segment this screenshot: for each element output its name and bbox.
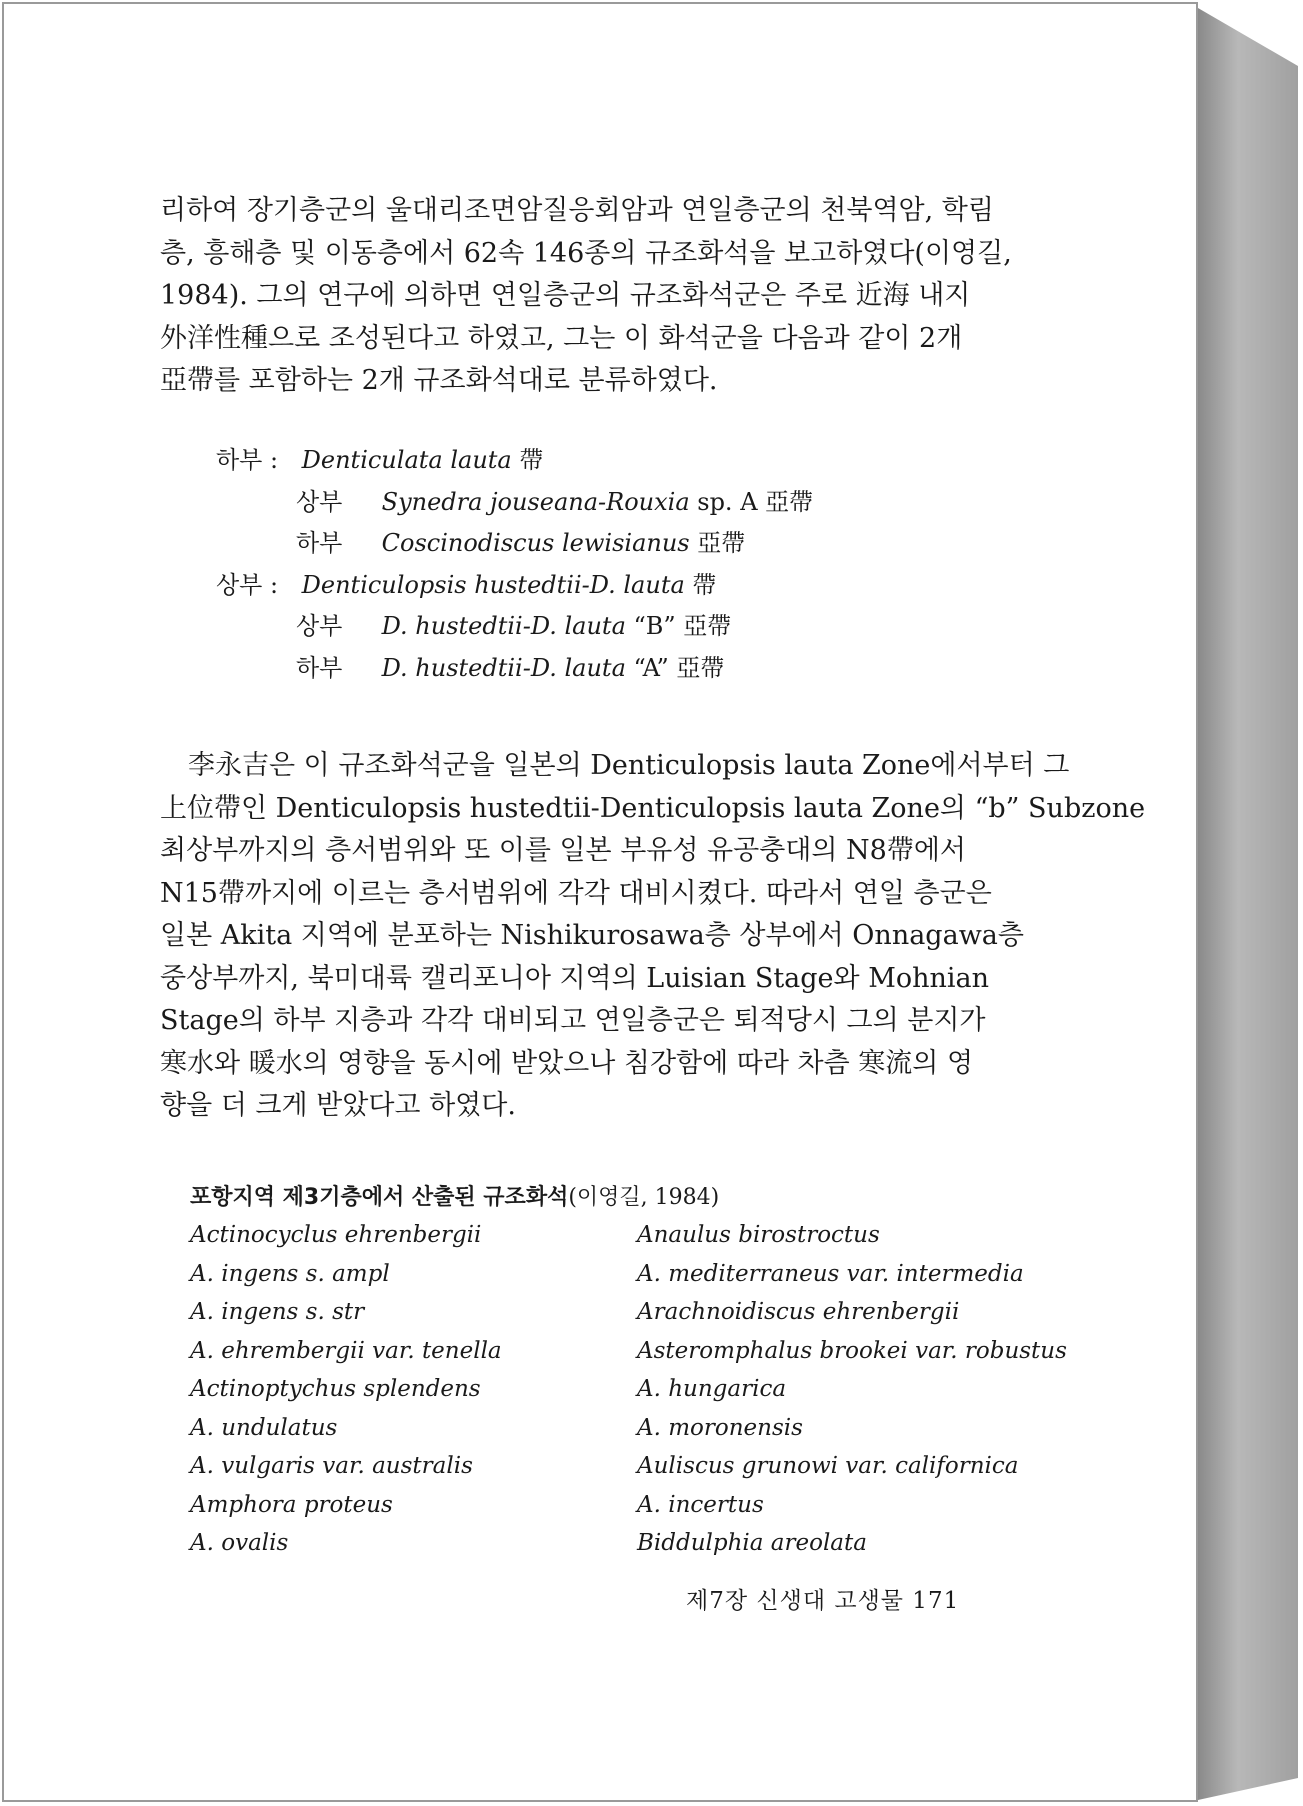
species-item: A. moronensis — [637, 1414, 803, 1441]
species-column-left — [190, 1216, 502, 1563]
text-line: 최상부까지의 층서범위와 또 이를 일본 부유성 유공충대의 N8帶에서 — [160, 835, 967, 866]
species-item: A. ingens s. str — [190, 1299, 365, 1325]
subzone-item — [216, 523, 813, 565]
zone-taxon: Coscinodiscus lewisianus — [381, 529, 690, 557]
zone-suffix: 亞帶 — [689, 529, 746, 557]
species-item: Asteromphalus brookei var. robustus — [637, 1337, 1067, 1364]
zone-taxon: D. hustedtii-D. lauta — [381, 653, 626, 682]
text-line: 중상부까지, 북미대륙 캘리포니아 지역의 Luisian Stage와 Mohnian — [160, 962, 989, 994]
species-item: A. ehrembergii var. tenella — [190, 1337, 502, 1364]
text-line: 층, 흥해층 및 이동층에서 62속 146종의 규조화석을 보고하였다(이영길, — [160, 237, 1012, 269]
zone-suffix: “B” 亞帶 — [625, 612, 732, 640]
zone-taxon: Denticulopsis hustedtii-D. lauta — [301, 570, 685, 599]
text-line: 亞帶를 포함하는 2개 규조화석대로 분류하였다. — [160, 365, 718, 396]
species-item: A. hungarica — [637, 1376, 787, 1402]
table-title — [190, 1180, 719, 1211]
subzone-item — [216, 606, 813, 648]
zone-prefix: 상부 — [296, 612, 343, 640]
species-item: Auliscus grunowi var. californica — [637, 1453, 1019, 1479]
zone-suffix: sp. A 亞帶 — [689, 487, 814, 516]
text-line: Stage의 하부 지층과 각각 대비되고 연일층군은 퇴적당시 그의 분지가 — [160, 1005, 986, 1036]
text-line: 外洋性種으로 조성된다고 하였고, 그는 이 화석군을 다음과 같이 2개 — [160, 322, 963, 354]
species-item: A. undulatus — [190, 1414, 338, 1441]
species-item: A. ingens s. ampl — [190, 1260, 390, 1287]
zone-taxon: Denticulata lauta — [301, 446, 512, 474]
species-item: Anaulus birostroctus — [637, 1222, 880, 1248]
text-line: 1984). 그의 연구에 의하면 연일층군의 규조화석군은 주로 近海 내지 — [160, 280, 971, 311]
text-line: 李永吉은 이 규조화석군을 일본의 Denticulopsis lauta Zone에서부터 그 — [188, 750, 1070, 781]
species-item: Arachnoidiscus ehrenbergii — [637, 1299, 960, 1325]
species-column-right — [637, 1216, 1067, 1563]
text-line: 리하여 장기층군의 울대리조면암질응회암과 연일층군의 천북역암, 학림 — [160, 195, 994, 226]
text-line: 일본 Akita 지역에 분포하는 Nishikurosawa층 상부에서 Onnagawa층 — [160, 920, 1024, 951]
zone-prefix: 하부 : — [216, 446, 279, 474]
table-title-text: 포항지역 제3기층에서 산출된 규조화석 — [190, 1185, 569, 1210]
text-line: 上位帶인 Denticulopsis hustedtii-Denticulopsis lauta Zone의 “b” Subzone — [160, 792, 1146, 824]
species-item: Biddulphia areolata — [637, 1530, 867, 1556]
species-item: Actinoptychus splendens — [190, 1376, 481, 1402]
table-citation: (이영길, 1984) — [568, 1185, 720, 1210]
subzone-item — [216, 648, 813, 690]
text-line: N15帶까지에 이르는 층서범위에 각각 대비시켰다. 따라서 연일 층군은 — [160, 877, 992, 909]
paragraph-2 — [160, 745, 1146, 1128]
zone-taxon: D. hustedtii-D. lauta — [381, 612, 626, 640]
zone-prefix: 상부 : — [216, 570, 279, 599]
species-item: A. incertus — [637, 1491, 764, 1518]
species-item: A. ovalis — [190, 1530, 289, 1556]
zone-suffix: 帶 — [511, 446, 544, 474]
zone-prefix: 하부 — [296, 653, 343, 682]
zone-prefix: 하부 — [296, 529, 343, 557]
species-item: Amphora proteus — [190, 1491, 393, 1518]
zone-item — [216, 565, 813, 607]
subzone-item — [216, 482, 813, 524]
zone-suffix: 帶 — [684, 570, 717, 599]
species-item: A. mediterraneus var. intermedia — [637, 1260, 1024, 1287]
zone-item — [216, 440, 813, 482]
zone-taxon: Synedra jouseana-Rouxia — [381, 487, 690, 516]
zone-list — [216, 440, 813, 689]
zone-suffix: “A” 亞帶 — [625, 653, 725, 682]
species-item: Actinocyclus ehrenbergii — [190, 1222, 482, 1248]
zone-prefix: 상부 — [296, 487, 343, 516]
page-footer: 제7장 신생대 고생물 171 — [686, 1588, 960, 1614]
species-item: A. vulgaris var. australis — [190, 1453, 473, 1479]
book-spine — [1198, 8, 1298, 1800]
text-line: 寒水와 暖水의 영향을 동시에 받았으나 침강함에 따라 차츰 寒流의 영 — [160, 1047, 974, 1079]
text-line: 향을 더 크게 받았다고 하였다. — [160, 1090, 516, 1121]
paragraph-1 — [160, 190, 1030, 403]
